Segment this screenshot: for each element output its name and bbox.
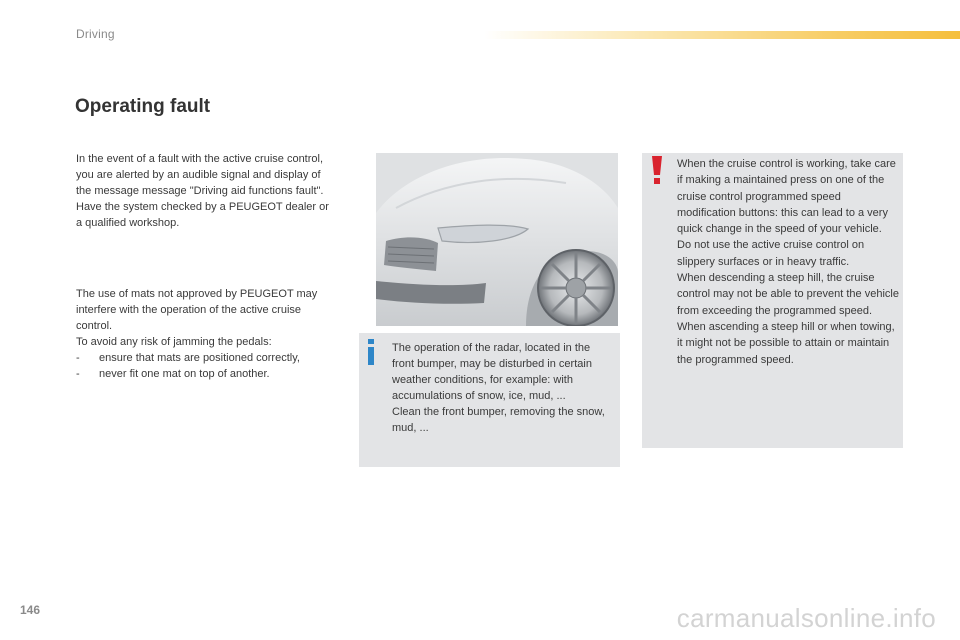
page-title: Operating fault bbox=[75, 96, 211, 117]
header-accent-bar bbox=[484, 31, 960, 39]
mats-text-line: To avoid any risk of jamming the pedals: bbox=[76, 336, 272, 348]
info-icon bbox=[364, 339, 378, 365]
section-label: Driving bbox=[76, 27, 115, 41]
fault-text-line: In the event of a fault with the active cruise control, you are alerted by an audible signal and display of the message message "Driving aid functions fault". bbox=[76, 153, 324, 197]
info-text-line: Clean the front bumper, removing the snow, mud, ... bbox=[392, 406, 605, 434]
warning-text bbox=[677, 156, 899, 368]
fault-paragraph bbox=[76, 151, 334, 231]
list-item: - never fit one mat on top of another. bbox=[76, 366, 334, 382]
mats-text-line: The use of mats not approved by PEUGEOT may interfere with the operation of the active cruise control. bbox=[76, 288, 318, 332]
info-text-line: The operation of the radar, located in the front bumper, may be disturbed in certain weather conditions, for example: with accumulations of snow, ice, mud, ... bbox=[392, 342, 592, 402]
car-front-image bbox=[376, 153, 618, 326]
watermark: carmanualsonline.info bbox=[676, 603, 936, 633]
page-number: 146 bbox=[20, 603, 41, 617]
warning-text-line: Do not use the active cruise control on slippery surfaces or in heavy traffic. bbox=[677, 239, 865, 268]
fault-text-line: Have the system checked by a PEUGEOT dealer or a qualified workshop. bbox=[76, 201, 329, 229]
list-item: - ensure that mats are positioned correctly, bbox=[76, 350, 334, 366]
warning-text-line: When descending a steep hill, the cruise control may not be able to prevent the vehicle from exceeding the programmed speed. bbox=[677, 272, 899, 317]
info-text bbox=[392, 340, 614, 436]
warning-text-line: When ascending a steep hill or when towing, it might not be possible to attain or maintain the programmed speed. bbox=[677, 320, 895, 366]
exclamation-icon bbox=[651, 156, 663, 184]
warning-text-line: When the cruise control is working, take care if making a maintained press on one of the cruise control programmed speed modification buttons: this can lead to a very quick change in the speed of your vehicle. bbox=[677, 158, 896, 236]
mats-paragraph bbox=[76, 286, 334, 382]
